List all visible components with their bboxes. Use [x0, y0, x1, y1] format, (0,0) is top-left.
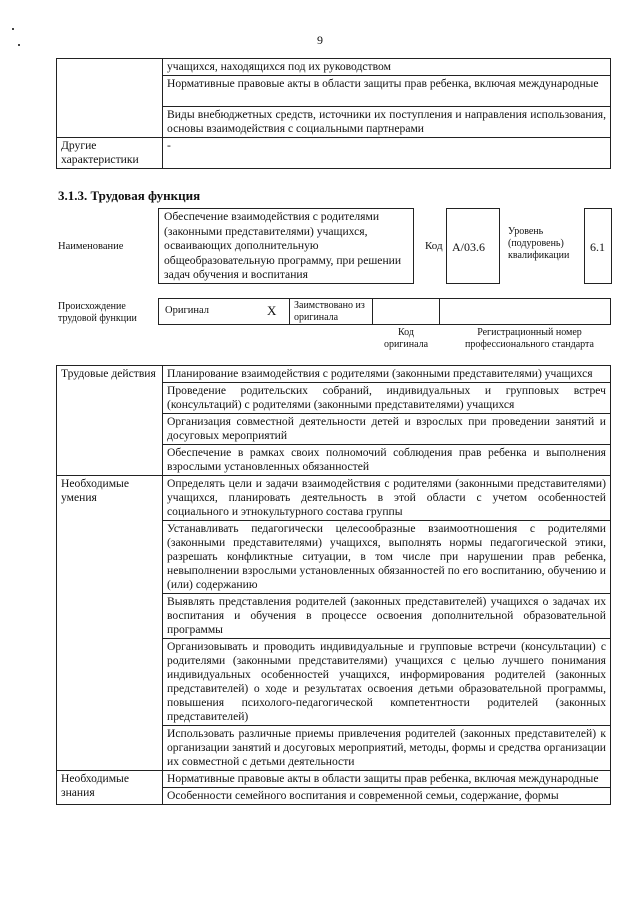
divider — [372, 298, 373, 325]
origin-row — [158, 298, 611, 325]
reg-number-caption: Регистрационный номер профессионального стандарта — [465, 327, 594, 350]
table-row — [57, 476, 611, 521]
page-number: 9 — [317, 33, 323, 47]
borrowed-label: Заимствовано из оригинала — [294, 300, 365, 323]
table-cell: Проведение родительских собраний, индивидуальных и групповых встреч (консультаций) с родителями (законными представителями) учащихся — [163, 383, 611, 414]
section-title: 3.1.3. Трудовая функция — [58, 188, 201, 203]
origin-label: Происхождение трудовой функции — [58, 301, 137, 324]
row-label: Другие характеристики — [57, 138, 163, 169]
table-cell: Выявлять представления родителей (законных представителей) учащихся о задачах их воспитания и обучения в процессе освоения дополнительной образовательной программы — [163, 594, 611, 639]
table-row — [57, 771, 611, 788]
level-label: Уровень (подуровень) квалификации — [508, 226, 570, 261]
table-cell: Обеспечение в рамках своих полномочий соблюдения прав ребенка и выполнения взрослыми установленных обязанностей — [163, 445, 611, 476]
name-label: Наименование — [58, 241, 124, 252]
code-label: Код — [425, 240, 443, 252]
table-cell: Нормативные правовые акты в области защиты прав ребенка, включая международные — [163, 771, 611, 788]
table-row — [57, 59, 611, 76]
row-label: Трудовые действия — [57, 366, 163, 476]
original-mark: X — [267, 303, 277, 318]
table-cell: Определять цели и задачи взаимодействия с родителями (законными представителями) учащихся, планировать деятельность в этой области с учетом особенностей социального и этнокультурного состава группы — [163, 476, 611, 521]
table-cell: Устанавливать педагогически целесообразные взаимоотношения с родителями (законными представителями) учащихся, выполнять нормы педагогической этики, разрешать конфликтные ситуации, в том числе при нарушении прав ребенка, невыполнении взрослыми установленных обязанностей по его воспитанию, обучению и (или) содержанию — [163, 521, 611, 594]
table-cell: Особенности семейного воспитания и современной семьи, содержание, формы — [163, 788, 611, 805]
table-cell: Использовать различные приемы привлечения родителей (законных представителей) к организации занятий и досуговых мероприятий, методы, формы и средства организации их совместной с детьми деятельности — [163, 726, 611, 771]
main-table — [56, 365, 611, 805]
original-label: Оригинал — [165, 305, 209, 316]
row-label: Необходимые умения — [57, 476, 163, 771]
table-cell: Организовывать и проводить индивидуальные и групповые встречи (консультации) с родителями (законными представителями) учащихся с целью лучшего понимания индивидуальных особенностей учащихся, информирования родителей (законных представителей) о ходе и результатах освоения детьми образовательной программы, повышения психолого-педагогической компетентности родителей (законных представителей) — [163, 639, 611, 726]
table-cell: Нормативные правовые акты в области защиты прав ребенка, включая международные — [163, 76, 611, 107]
level-value: 6.1 — [590, 240, 605, 254]
code-value: А/03.6 — [452, 240, 485, 254]
table-cell: Планирование взаимодействия с родителями (законными представителями) учащихся — [163, 366, 611, 383]
table-row — [57, 366, 611, 383]
divider — [439, 298, 440, 325]
table-cell: Виды внебюджетных средств, источники их поступления и направления использования, основы взаимодействия с социальными партнерами — [163, 107, 611, 138]
top-table — [56, 58, 611, 169]
table-cell: - — [163, 138, 611, 169]
table-cell: Организация совместной деятельности детей и взрослых при проведении занятий и досуговых мероприятий — [163, 414, 611, 445]
row-label: Необходимые знания — [57, 771, 163, 805]
table-row — [57, 138, 611, 169]
function-name: Обеспечение взаимодействия с родителями (законными представителями) учащихся, осваивающих дополнительную общеобразовательную программу, при решении задач обучения и воспитания — [164, 210, 402, 281]
row-label — [57, 59, 163, 138]
scan-mark — [12, 28, 14, 30]
function-name-box — [158, 208, 414, 284]
table-cell: учащихся, находящихся под их руководством — [163, 59, 611, 76]
divider — [289, 298, 290, 325]
origin-code-caption: Код оригинала — [383, 327, 429, 350]
